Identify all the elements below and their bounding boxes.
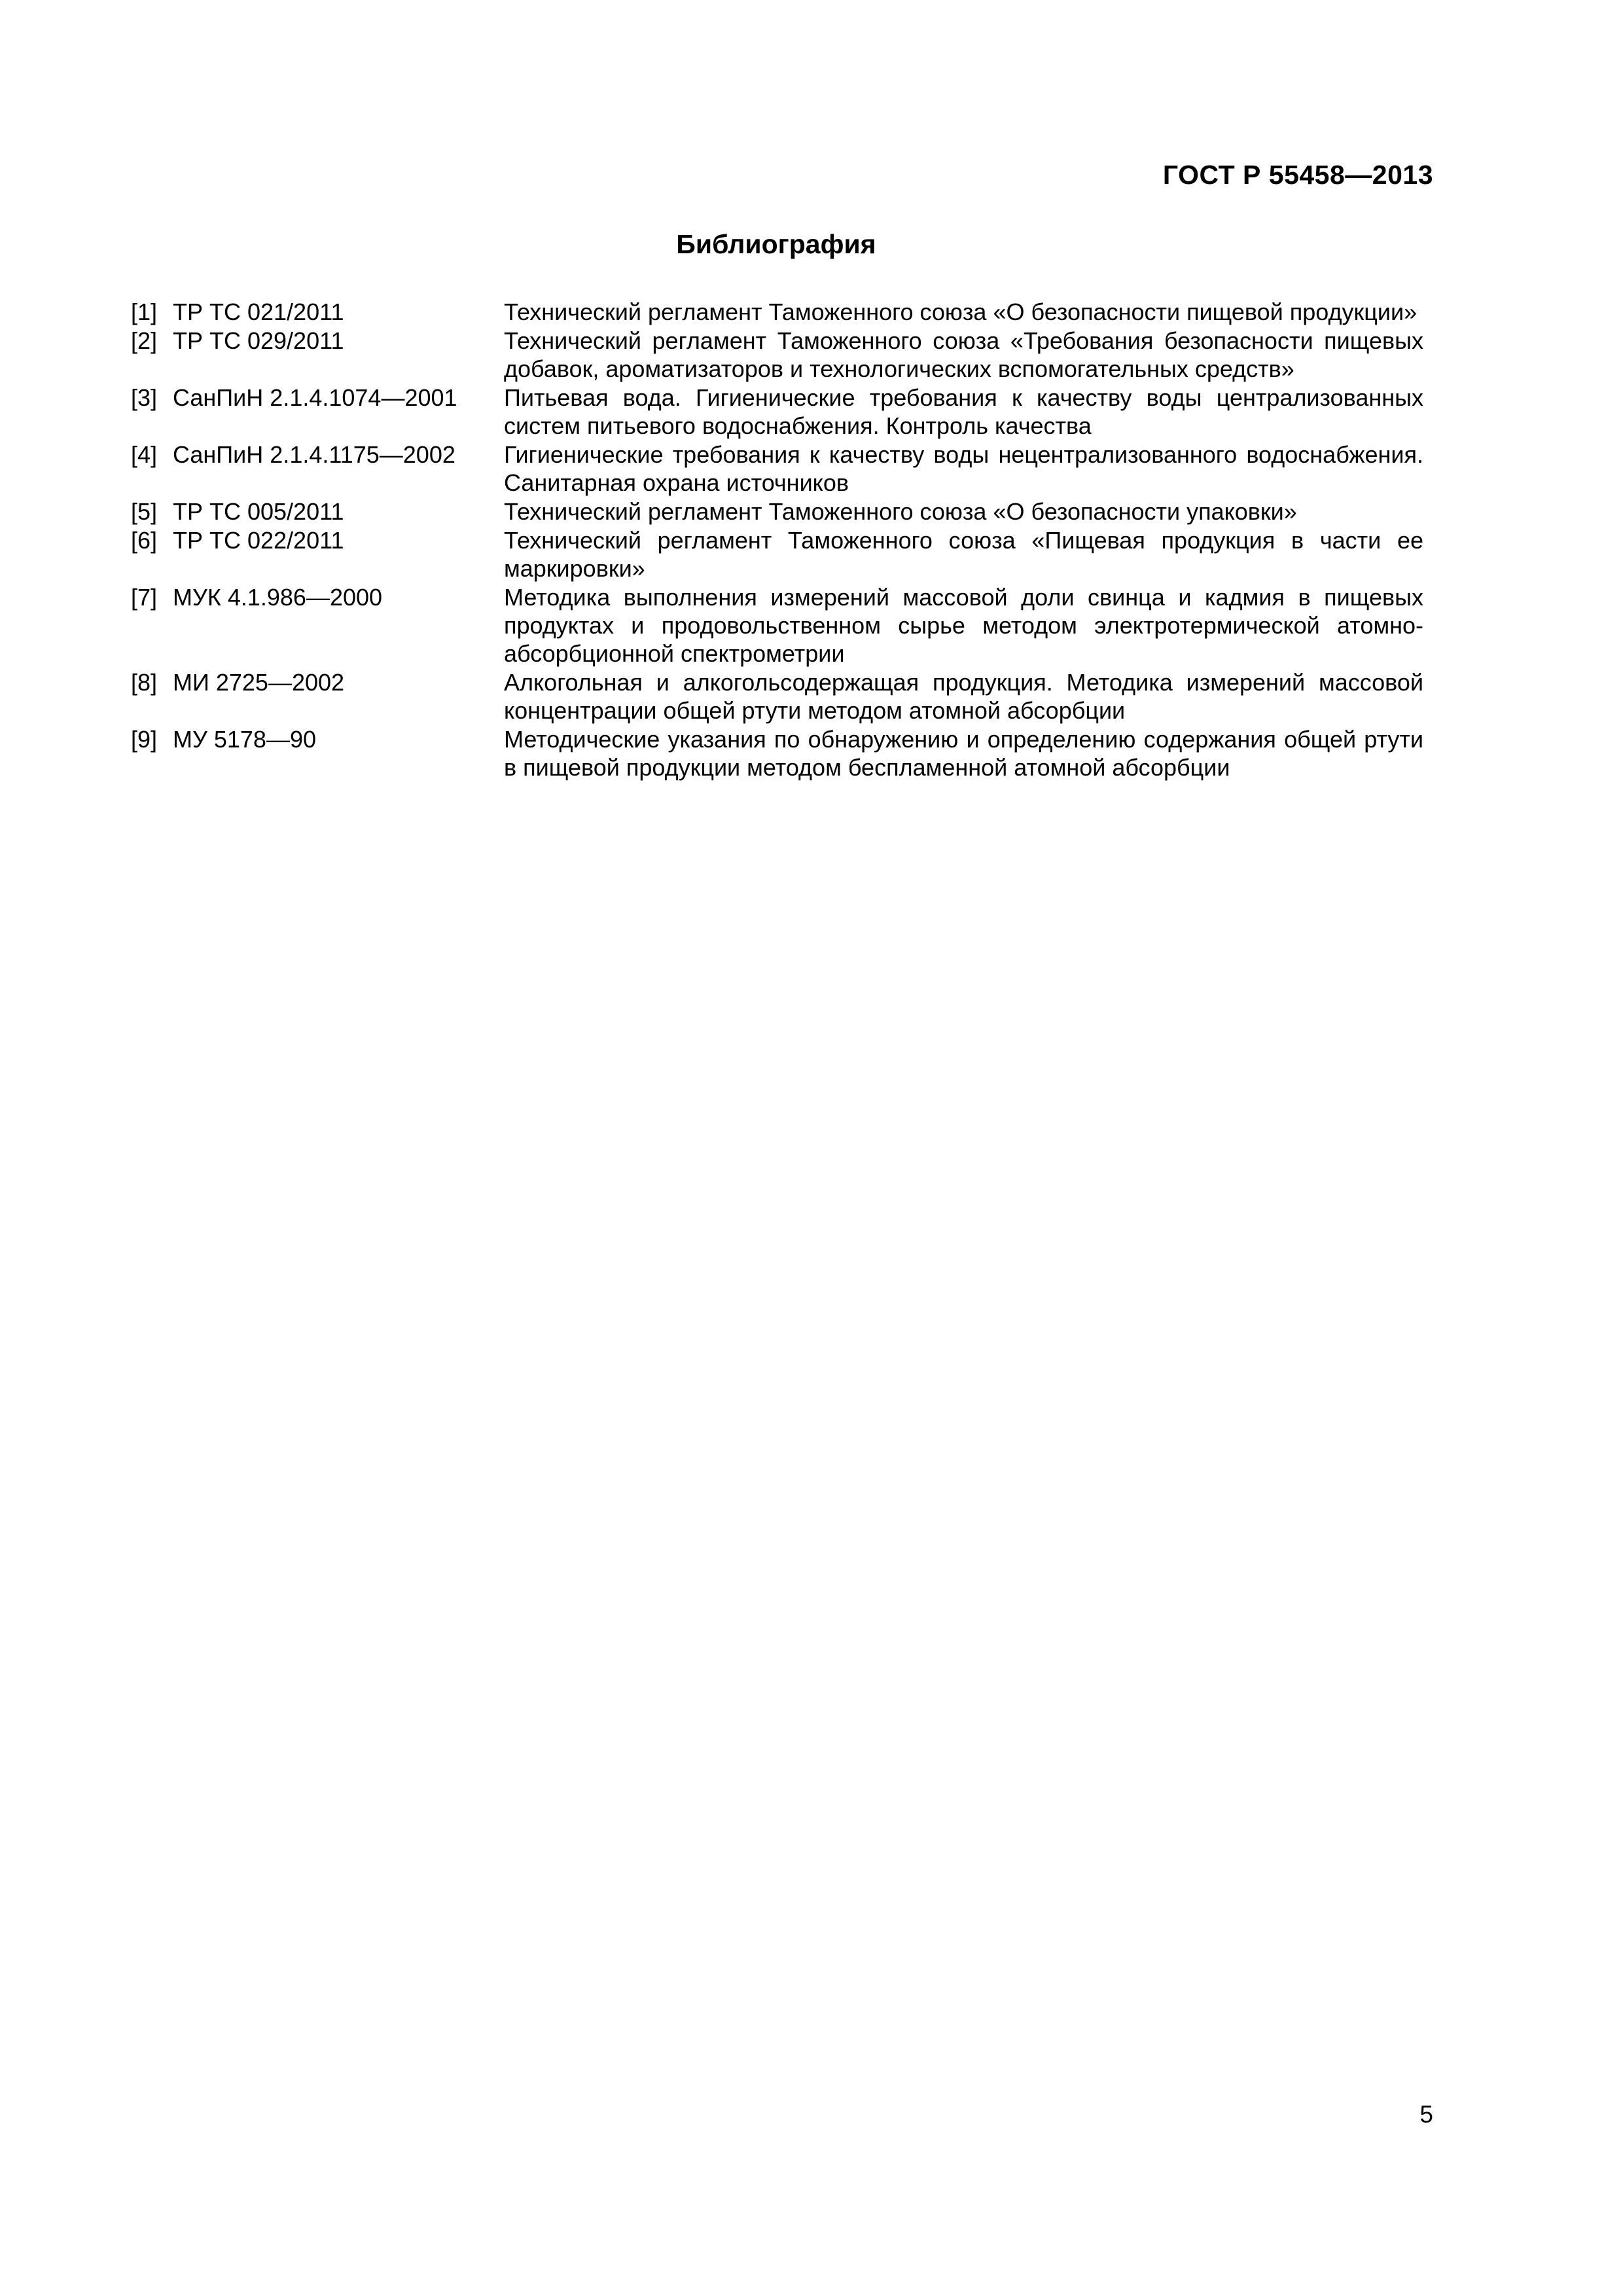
reference-title: Методика выполнения измерений массовой доли свинца и кадмия в пищевых продуктах и продовольственном сырье методом электротермической атомно-абсорбционной спектрометрии xyxy=(504,584,1423,667)
section-title: Библиография xyxy=(676,229,876,259)
reference-number: [6] xyxy=(131,527,158,554)
reference-number: [9] xyxy=(131,726,158,753)
reference-code: ТР ТС 021/2011 xyxy=(173,298,344,325)
reference-code: СанПиН 2.1.4.1074—2001 xyxy=(173,384,457,411)
page-number: 5 xyxy=(1419,2101,1433,2128)
list-item xyxy=(131,583,1423,668)
reference-title: Гигиенические требования к качеству воды нецентрализованного водоснабжения. Санитарная охрана источников xyxy=(504,441,1423,496)
reference-code: МУК 4.1.986—2000 xyxy=(173,584,383,611)
reference-number: [5] xyxy=(131,498,158,525)
reference-title: Методические указания по обнаружению и определению содержания общей ртути в пищевой продукции методом беспламенной атомной абсорбции xyxy=(504,726,1423,781)
list-item xyxy=(131,384,1423,440)
reference-number: [8] xyxy=(131,669,158,696)
bibliography-list xyxy=(131,298,1423,782)
reference-title: Технический регламент Таможенного союза «Требования безопасности пищевых добавок, ароматизаторов и технологических вспомогательных средств» xyxy=(504,327,1423,382)
reference-number: [1] xyxy=(131,298,158,325)
reference-code: МИ 2725—2002 xyxy=(173,669,345,696)
list-item xyxy=(131,668,1423,725)
list-item xyxy=(131,526,1423,583)
reference-title: Технический регламент Таможенного союза «О безопасности упаковки» xyxy=(504,498,1297,525)
list-item xyxy=(131,440,1423,497)
reference-title: Алкогольная и алкогольсодержащая продукция. Методика измерений массовой концентрации общей ртути методом атомной абсорбции xyxy=(504,669,1423,724)
reference-number: [2] xyxy=(131,327,158,354)
reference-code: СанПиН 2.1.4.1175—2002 xyxy=(173,441,455,468)
list-item xyxy=(131,725,1423,781)
list-item xyxy=(131,497,1423,526)
reference-code: ТР ТС 022/2011 xyxy=(173,527,344,554)
reference-title: Питьевая вода. Гигиенические требования к качеству воды централизованных систем питьевого водоснабжения. Контроль качества xyxy=(504,384,1423,439)
reference-code: МУ 5178—90 xyxy=(173,726,316,753)
list-item xyxy=(131,327,1423,383)
reference-number: [7] xyxy=(131,584,158,611)
reference-code: ТР ТС 005/2011 xyxy=(173,498,344,525)
document-code: ГОСТ Р 55458—2013 xyxy=(1162,160,1433,190)
reference-number: [3] xyxy=(131,384,158,411)
reference-title: Технический регламент Таможенного союза «Пищевая продукция в части ее маркировки» xyxy=(504,527,1423,582)
reference-code: ТР ТС 029/2011 xyxy=(173,327,344,354)
reference-title: Технический регламент Таможенного союза «О безопасности пищевой продукции» xyxy=(504,298,1418,325)
reference-number: [4] xyxy=(131,441,158,468)
list-item xyxy=(131,298,1423,326)
